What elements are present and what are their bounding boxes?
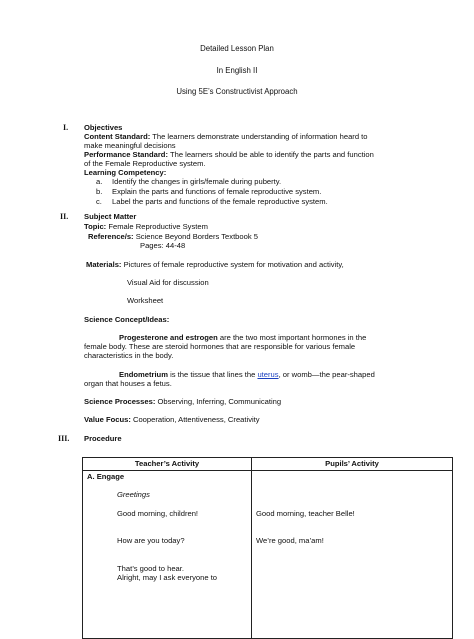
materials-visual-aid: Visual Aid for discussion — [127, 278, 209, 287]
teacher-line: Greetings — [117, 490, 150, 500]
content-standard-cont: make meaningful decisions — [84, 141, 176, 150]
learning-competency-label: Learning Competency: — [84, 168, 167, 177]
doc-subject: In English II — [216, 66, 258, 75]
concept-hormones: Progesterone and estrogen are the two most important hormones in the — [119, 333, 367, 342]
teacher-activity-header: Teacher’s Activity — [83, 458, 252, 471]
teacher-line: Alright, may I ask everyone to — [117, 573, 218, 583]
subject-matter-heading: Subject Matter — [84, 212, 137, 221]
science-processes: Science Processes: Observing, Inferring, Communicating — [84, 397, 282, 406]
pupils-activity-header: Pupils’ Activity — [252, 458, 453, 471]
concept-endometrium: Endometrium is the tissue that lines the uterus, or womb—the pear-shaped — [119, 370, 375, 379]
section-numeral-3: III. — [58, 434, 70, 443]
pupil-line: We’re good, ma’am! — [256, 536, 324, 546]
section-numeral-1: I. — [63, 123, 69, 132]
performance-standard-cont: of the Female Reproductive system. — [84, 159, 206, 168]
science-concept-label: Science Concept/Ideas: — [84, 315, 170, 324]
procedure-heading: Procedure — [84, 434, 122, 443]
materials: Materials: Pictures of female reproductive system for motivation and activity, — [86, 260, 344, 269]
content-standard: Content Standard: The learners demonstrate understanding of information heard to — [84, 132, 368, 141]
teacher-activity-cell — [83, 471, 252, 639]
pages: Pages: 44-48 — [140, 241, 186, 250]
table-row — [83, 471, 453, 639]
competency-item: a. Identify the changes in girls/female during puberty. — [96, 177, 282, 186]
teacher-line: That’s good to hear. — [117, 564, 184, 574]
uterus-link[interactable]: uterus — [257, 370, 279, 379]
pupil-line: Good morning, teacher Belle! — [256, 509, 355, 519]
doc-approach: Using 5E’s Constructivist Approach — [176, 87, 298, 96]
concept-hormones-line3: characteristics in the body. — [84, 351, 174, 360]
teacher-line: How are you today? — [117, 536, 185, 546]
pupils-activity-cell — [252, 471, 453, 639]
competency-list — [96, 177, 328, 207]
competency-item: b. Explain the parts and functions of female reproductive system. — [96, 187, 322, 197]
doc-title: Detailed Lesson Plan — [200, 44, 274, 53]
section-numeral-2: II. — [60, 212, 69, 221]
competency-item: c. Label the parts and functions of the female reproductive system. — [96, 197, 328, 207]
reference: Reference/s: Science Beyond Borders Textbook 5 — [88, 232, 258, 241]
materials-worksheet: Worksheet — [127, 296, 164, 305]
teacher-line: Good morning, children! — [117, 509, 199, 519]
topic: Topic: Female Reproductive System — [84, 222, 208, 231]
procedure-table — [82, 457, 453, 639]
table-header-row — [83, 458, 453, 471]
concept-endometrium-line2: organ that houses a fetus. — [84, 379, 172, 388]
objectives-heading: Objectives — [84, 123, 123, 132]
performance-standard: Performance Standard: The learners should be able to identify the parts and function — [84, 150, 374, 159]
concept-hormones-line2: female body. These are steroid hormones that are responsible for various female — [84, 342, 356, 351]
value-focus: Value Focus: Cooperation, Attentiveness, Creativity — [84, 415, 260, 424]
phase-label: A. Engage — [87, 472, 125, 482]
